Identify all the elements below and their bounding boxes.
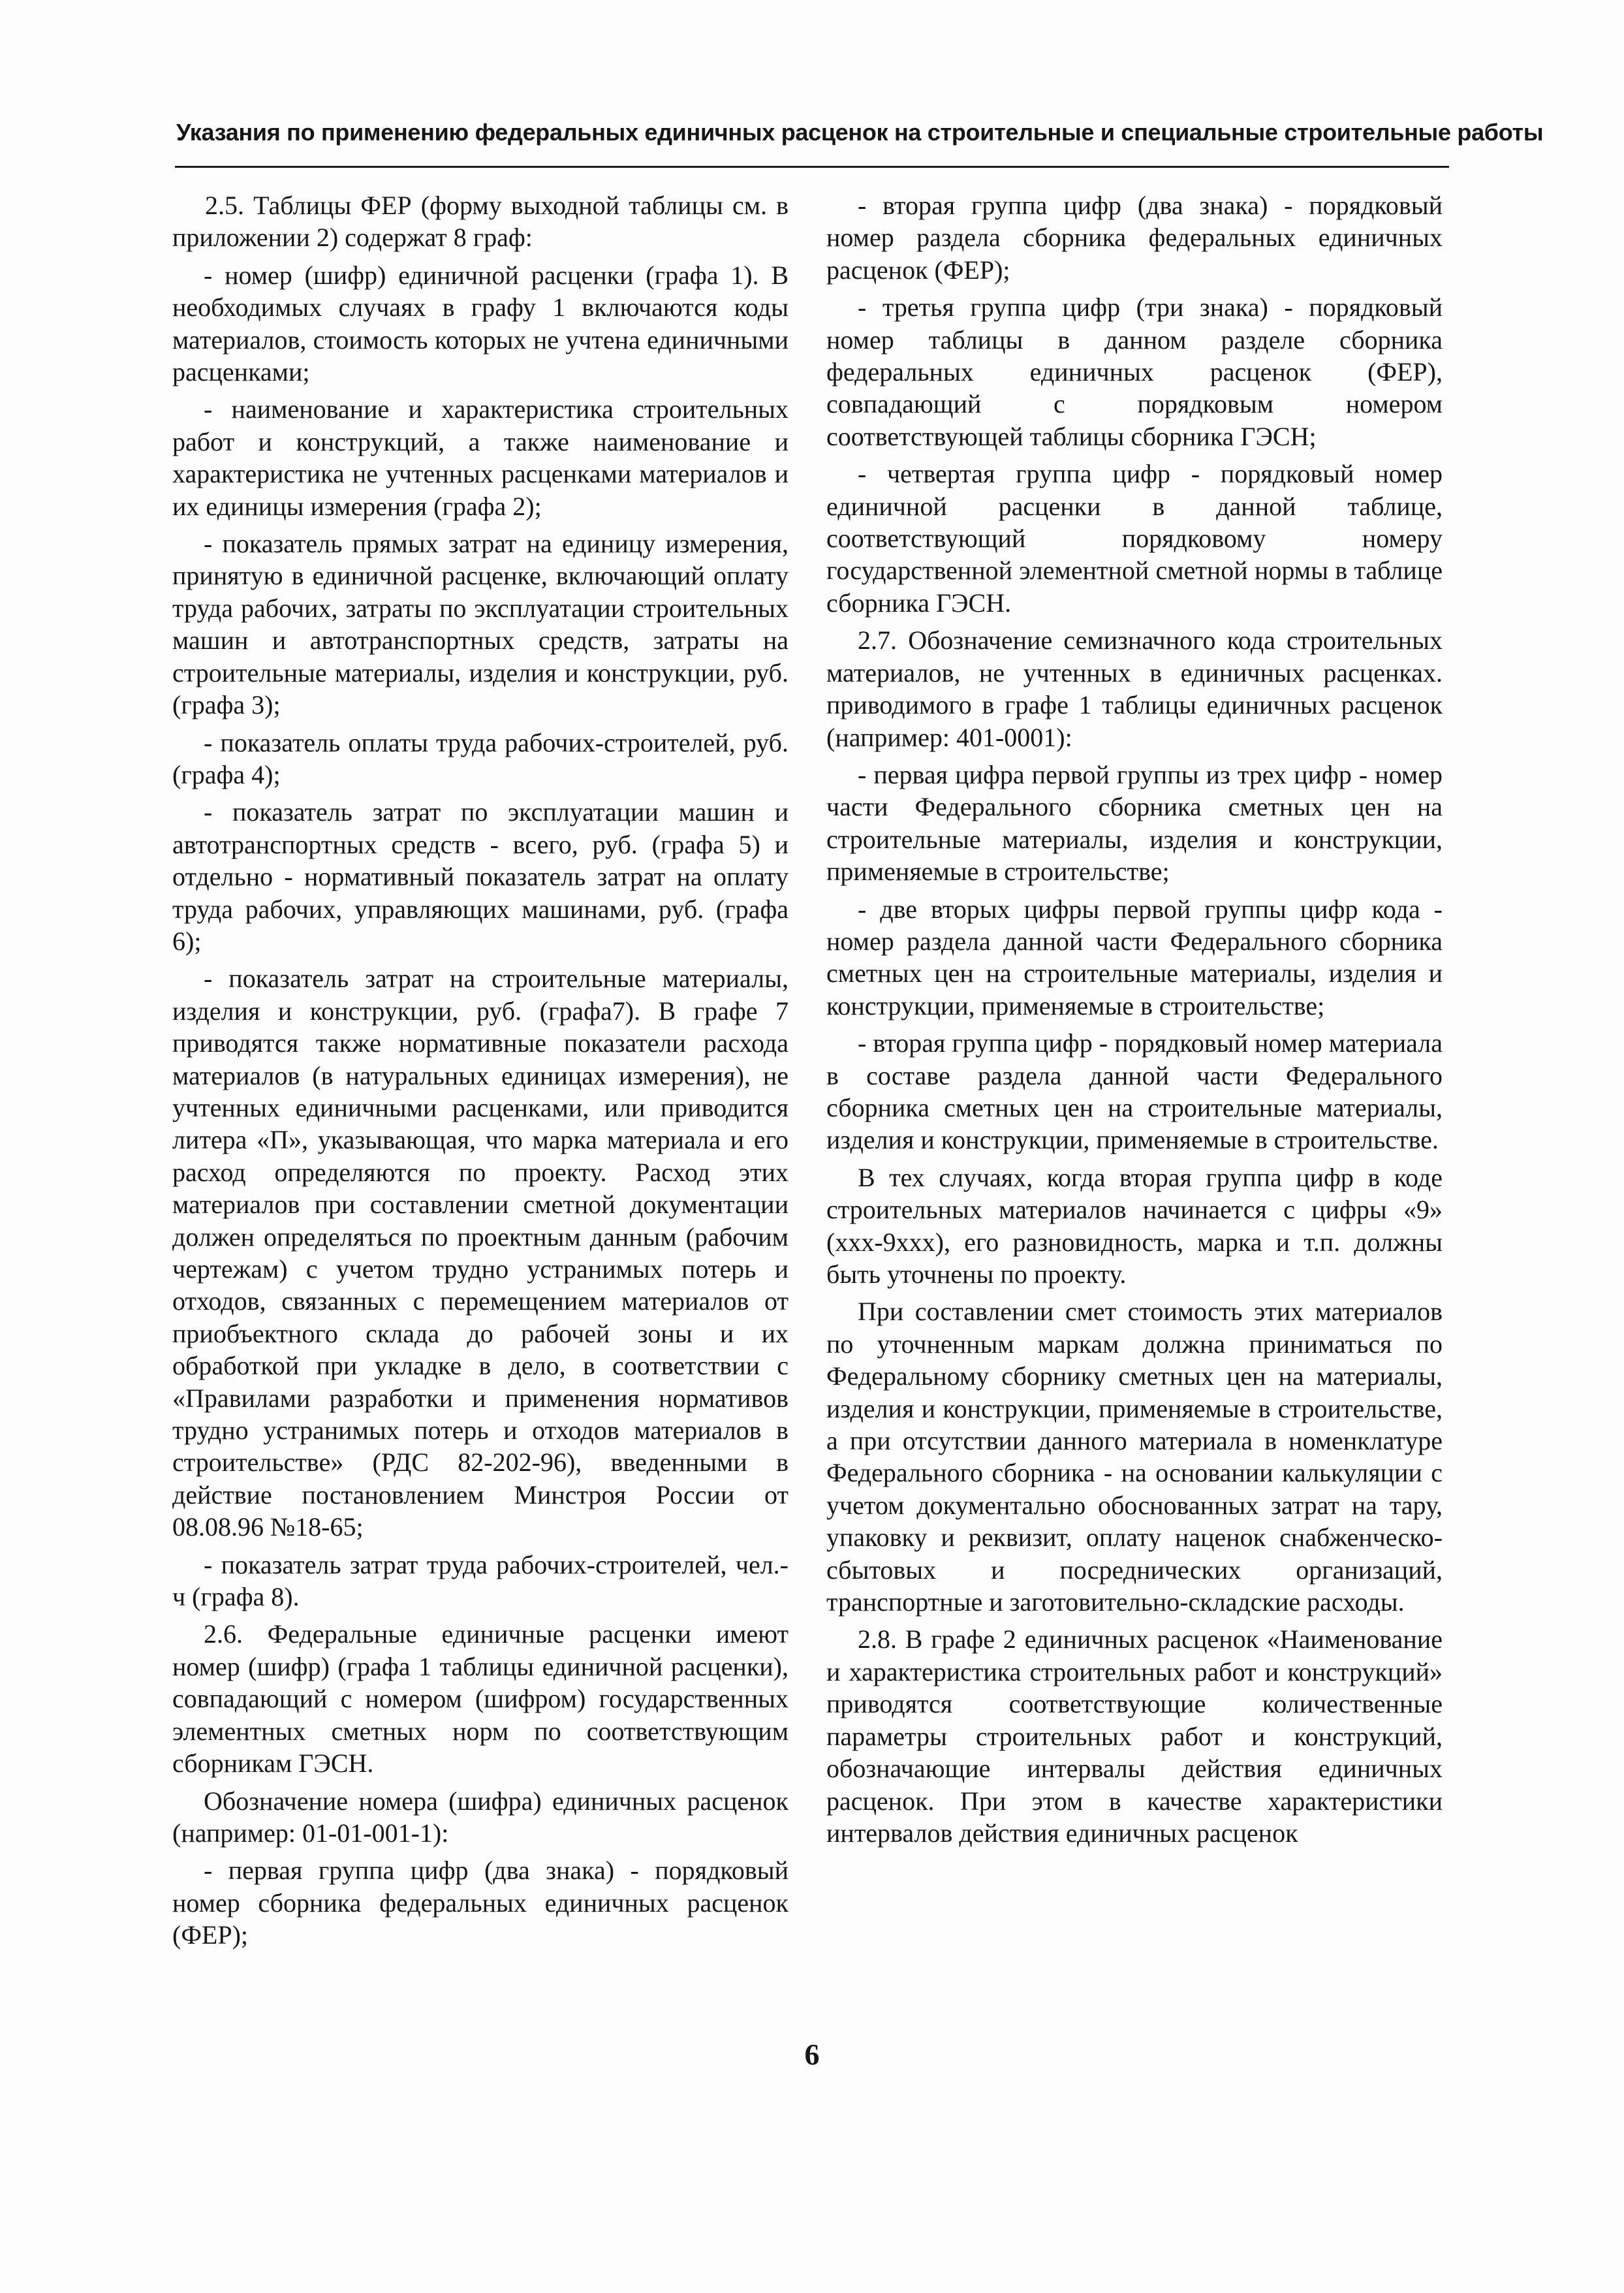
paragraph: - показатель оплаты труда рабочих-строителей, руб. (графа 4); bbox=[172, 727, 789, 789]
paragraph: - первая цифра первой группы из трех цифр - номер части Федерального сборника сметных цен на строительные материалы, изделия и конструкции, применяемые в строительстве; bbox=[826, 759, 1443, 887]
paragraph: - показатель прямых затрат на единицу измерения, принятую в единичной расценке, включающий оплату труда рабочих, затраты по эксплуатации строительных машин и автотранспортных средств, затраты на строительные материалы, изделия и конструкции, руб. (графа 3); bbox=[172, 529, 789, 720]
paragraph: Обозначение номера (шифра) единичных расценок (например: 01-01-001-1): bbox=[172, 1786, 789, 1848]
paragraph: 2.6. Федеральные единичные расценки имеют номер (шифр) (графа 1 таблицы единичной расценки), совпадающий с номером (шифром) государственных элементных сметных норм по соответствующим сборникам ГЭСН. bbox=[172, 1619, 789, 1779]
paragraph: В тех случаях, когда вторая группа цифр в коде строительных материалов начинается с цифры «9» (ххх-9ххх), его разновидность, марка и т.п. должны быть уточнены по проекту. bbox=[826, 1162, 1443, 1289]
paragraph: - вторая группа цифр - порядковый номер материала в составе раздела данной части Федерального сборника сметных цен на строительные материалы, изделия и конструкции, применяемые в строительстве. bbox=[826, 1028, 1443, 1155]
paragraph: - показатель затрат по эксплуатации машин и автотранспортных средств - всего, руб. (графа 5) и отдельно - нормативный показатель затрат на оплату труда рабочих, управляющих машинами, руб. (графа 6); bbox=[172, 797, 789, 956]
paragraph: 2.7. Обозначение семизначного кода строительных материалов, не учтенных в единичных расценках. приводимого в графе 1 таблицы единичных расценок (например: 401-0001): bbox=[826, 625, 1443, 752]
paragraph: - показатель затрат труда рабочих-строителей, чел.-ч (графа 8). bbox=[172, 1549, 789, 1612]
running-header: Указания по применению федеральных единичных расценок на строительные и специальные строительные работы bbox=[176, 119, 1544, 146]
page-number: 6 bbox=[804, 2038, 820, 2071]
paragraph: 2.8. В графе 2 единичных расценок «Наименование и характеристика строительных работ и конструкций» приводятся соответствующие количественные параметры строительных работ и конструкций, обозначающие интервалы действия единичных расценок. При этом в качестве характеристики интервалов действия единичных расценок bbox=[826, 1624, 1443, 1848]
paragraph: - две вторых цифры первой группы цифр кода - номер раздела данной части Федерального сборника сметных цен на строительные материалы, изделия и конструкции, применяемые в строительстве; bbox=[826, 894, 1443, 1020]
header-rule bbox=[175, 166, 1449, 168]
paragraph: При составлении смет стоимость этих материалов по уточненным маркам должна приниматься по Федеральному сборнику сметных цен на материалы, изделия и конструкции, применяемые в строительстве, а при отсутствии данного материала в номенклатуре Федерального сборника - на основании калькуляции с учетом документально обоснованных затрат на тару, упаковку и реквизит, оплату наценок снабженческо-сбытовых и посреднических организаций, транспортные и заготовительно-складские расходы. bbox=[826, 1297, 1443, 1617]
paragraph: - номер (шифр) единичной расценки (графа 1). В необходимых случаях в графу 1 включаются коды материалов, стоимость которых не учтена единичными расценками; bbox=[172, 260, 789, 387]
left-column bbox=[172, 189, 789, 1957]
paragraph: - третья группа цифр (три знака) - порядковый номер таблицы в данном разделе сборника федеральных единичных расценок (ФЕР), совпадающий с порядковым номером соответствующей таблицы сборника ГЭСН; bbox=[826, 293, 1443, 451]
paragraph: - первая группа цифр (два знака) - порядковый номер сборника федеральных единичных расценок (ФЕР); bbox=[172, 1856, 789, 1950]
paragraph: - наименование и характеристика строительных работ и конструкций, а также наименование и характеристика не учтенных расценками материалов и их единицы измерения (графа 2); bbox=[172, 394, 789, 521]
right-column bbox=[826, 189, 1443, 1854]
paragraph: 2.5. Таблицы ФЕР (форму выходной таблицы см. в приложении 2) содержат 8 граф: bbox=[172, 191, 789, 253]
paragraph: - четвертая группа цифр - порядковый номер единичной расценки в данной таблице, соответствующий порядковому номеру государственной элементной сметной нормы в таблице сборника ГЭСН. bbox=[826, 459, 1443, 618]
paragraph: - показатель затрат на строительные материалы, изделия и конструкции, руб. (графа7). В графе 7 приводятся также нормативные показатели расхода материалов (в натуральных единицах измерения), не учтенных единичными расценками, или приводится литера «П», указывающая, что марка материала и его расход определяются по проекту. Расход этих материалов при составлении сметной документации должен определяться по проектным данным (рабочим чертежам) с учетом трудно устранимых потерь и отходов, связанных с перемещением материалов от приобъектного склада до рабочей зоны и их обработкой при укладке в дело, в соответствии с «Правилами разработки и применения нормативов трудно устранимых потерь и отходов материалов в строительстве» (РДС 82-202-96), введенными в действие постановлением Минстроя России от 08.08.96 №18-65; bbox=[172, 964, 789, 1542]
paragraph: - вторая группа цифр (два знака) - порядковый номер раздела сборника федеральных единичных расценок (ФЕР); bbox=[826, 191, 1443, 285]
